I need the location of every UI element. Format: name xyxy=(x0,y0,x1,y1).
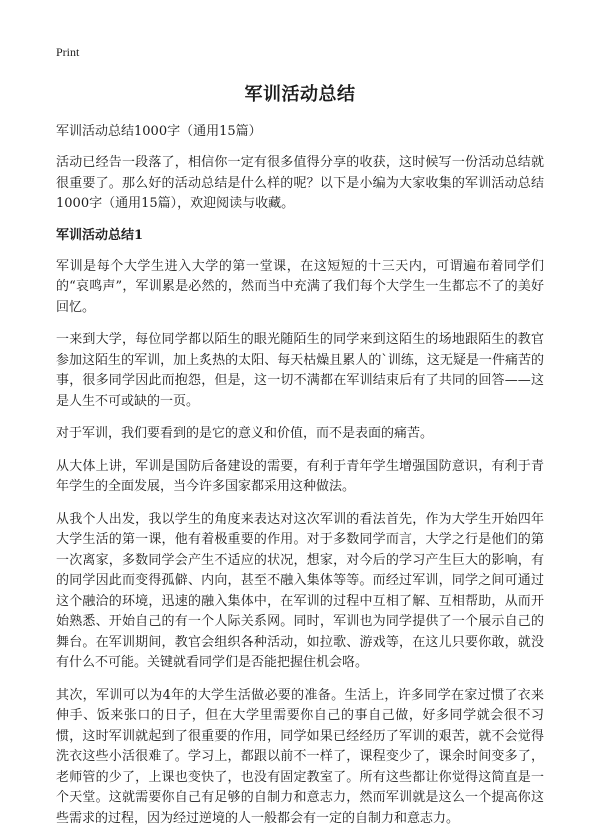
body-paragraph: 军训是每个大学生进入大学的第一堂课，在这短短的十三天内，可谓遍布着同学们的“哀鸣声”，军训累是必然的，然而当中充满了我们每个大学生一生都忘不了的美好回忆。 xyxy=(56,257,544,319)
document-subtitle: 军训活动总结1000字（通用15篇） xyxy=(56,123,544,141)
page-title: 军训活动总结 xyxy=(56,83,544,107)
intro-paragraph: 活动已经告一段落了，相信你一定有很多值得分享的收获，这时候写一份活动总结就很重要了。那么好的活动总结是什么样的呢？以下是小编为大家收集的军训活动总结1000字（通用15篇），欢迎阅读与收藏。 xyxy=(56,153,544,215)
body-paragraph: 从我个人出发，我以学生的角度来表达对这次军训的看法首先，作为大学生开始四年大学生活的第一课，他有着极重要的作用。对于多数同学而言，大学之行是他们的第一次离家，多数同学会产生不适应的状况，想家，对今后的学习产生巨大的影响，有的同学因此而变得孤僻、内向，甚至不融入集体等等。而经过军训，同学之间可通过这个融洽的环境，迅速的融入集体中，在军训的过程中互相了解、互相帮助，从而开始熟悉、开始自己的有一个人际关系网。同时，军训也为同学提供了一个展示自己的舞台。在军训期间，教官会组织各种活动，如拉歌、游戏等，在这儿只要你敢，就没有什么不可能。关键就看同学们是否能把握住机会咯。 xyxy=(56,510,544,674)
body-paragraph: 对于军训，我们要看到的是它的意义和价值，而不是表面的痛苦。 xyxy=(56,424,544,445)
section-heading: 军训活动总结1 xyxy=(56,227,544,245)
body-paragraph: 一来到大学，每位同学都以陌生的眼光随陌生的同学来到这陌生的场地跟陌生的教官参加这陌生的军训，加上炙热的太阳、每天枯燥且累人的`训练，这无疑是一件痛苦的事，很多同学因此而抱怨，但是，这一切不满都在军训结束后有了共同的回答——这是人生不可或缺的一页。 xyxy=(56,330,544,412)
body-paragraph: 从大体上讲，军训是国防后备建设的需要，有利于青年学生增强国防意识，有利于青年学生的全面发展，当今许多国家都采用这种做法。 xyxy=(56,457,544,498)
print-link[interactable]: Print xyxy=(56,44,544,60)
body-paragraph: 其次，军训可以为4年的大学生活做必要的准备。生活上，许多同学在家过惯了衣来伸手、饭来张口的日子，但在大学里需要你自己的事自己做，好多同学就会很不习惯，这时军训就起到了很重要的作用，同学如果已经经历了军训的艰苦，就不会觉得洗衣这些小活很难了。学习上，都跟以前不一样了，课程变少了，课余时间变多了，老师管的少了，上课也变快了，也没有固定教室了。所有这些都让你觉得这简直是一个天堂。这就需要你自己有足够的自制力和意志力，然而军训就是这么一个提高你这些需求的过程，因为经过逆境的人一般都会有一定的自制力和意志力。 xyxy=(56,686,544,829)
